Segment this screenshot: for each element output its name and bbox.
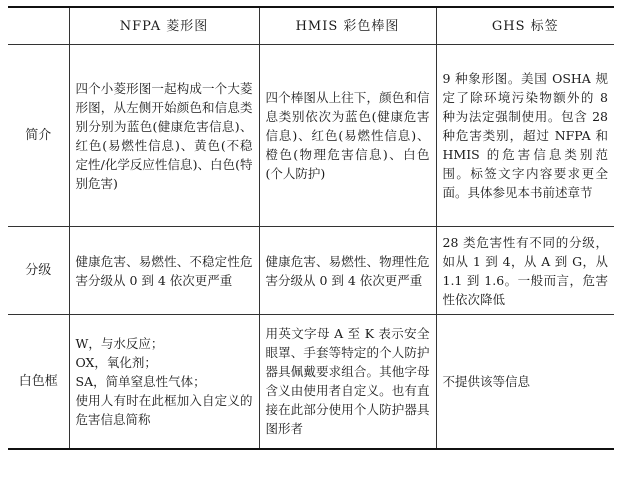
comparison-table-container [8,6,614,446]
header-corner [8,7,69,45]
header-hmis: HMIS 彩色棒图 [259,7,436,45]
row-grade [8,227,614,315]
row-label-intro: 简介 [8,45,69,227]
cell-white-hmis: 用英文字母 A 至 K 表示安全眼罩、手套等特定的个人防护器具佩戴要求组合。其他字母含义由使用者自定义。也有直接在此部分使用个人防护器具图形者 [259,315,436,449]
cell-grade-hmis: 健康危害、易燃性、物理性危害分级从 0 到 4 依次更严重 [259,227,436,315]
white-nfpa-line-custom: 使用人有时在此框加入自定义的危害信息简称 [75,392,253,427]
row-label-grade: 分级 [8,227,69,315]
row-label-white-box: 白色框 [8,315,69,449]
header-nfpa: NFPA 菱形图 [69,7,259,45]
white-nfpa-line-ox: OX，氧化剂； [75,354,157,370]
header-row [8,7,614,45]
cell-intro-nfpa: 四个小菱形图一起构成一个大菱形图，从左侧开始颜色和信息类别分别为蓝色(健康危害信息)、红色(易燃性信息)、黄色(不稳定性/化学反应性信息)、白色(特别危害) [69,45,259,227]
comparison-table [8,6,614,450]
cell-intro-ghs: 9 种象形图。美国 OSHA 规定了除环境污染物额外的 8 种为法定强制使用。包含 28 种危害类别，超过 NFPA 和 HMIS 的危害信息类别范围。标签文字内容要求更全面。具体参见本书前述章节 [436,45,614,227]
cell-grade-nfpa: 健康危害、易燃性、不稳定性危害分级从 0 到 4 依次更严重 [69,227,259,315]
row-intro [8,45,614,227]
cell-intro-hmis: 四个棒图从上往下，颜色和信息类别依次为蓝色(健康危害信息)、红色(易燃性信息)、橙色(物理危害信息)、白色(个人防护) [259,45,436,227]
cell-white-nfpa [69,315,259,449]
white-nfpa-line-sa: SA，简单窒息性气体； [75,373,206,389]
cell-grade-ghs: 28 类危害性有不同的分级，如从 1 到 4，从 A 到 G，从 1.1 到 1.6。一般而言，危害性依次降低 [436,227,614,315]
cell-white-ghs: 不提供该等信息 [436,315,614,449]
row-white-box [8,315,614,449]
header-ghs: GHS 标签 [436,7,614,45]
white-nfpa-line-w: W，与水反应； [75,335,164,351]
